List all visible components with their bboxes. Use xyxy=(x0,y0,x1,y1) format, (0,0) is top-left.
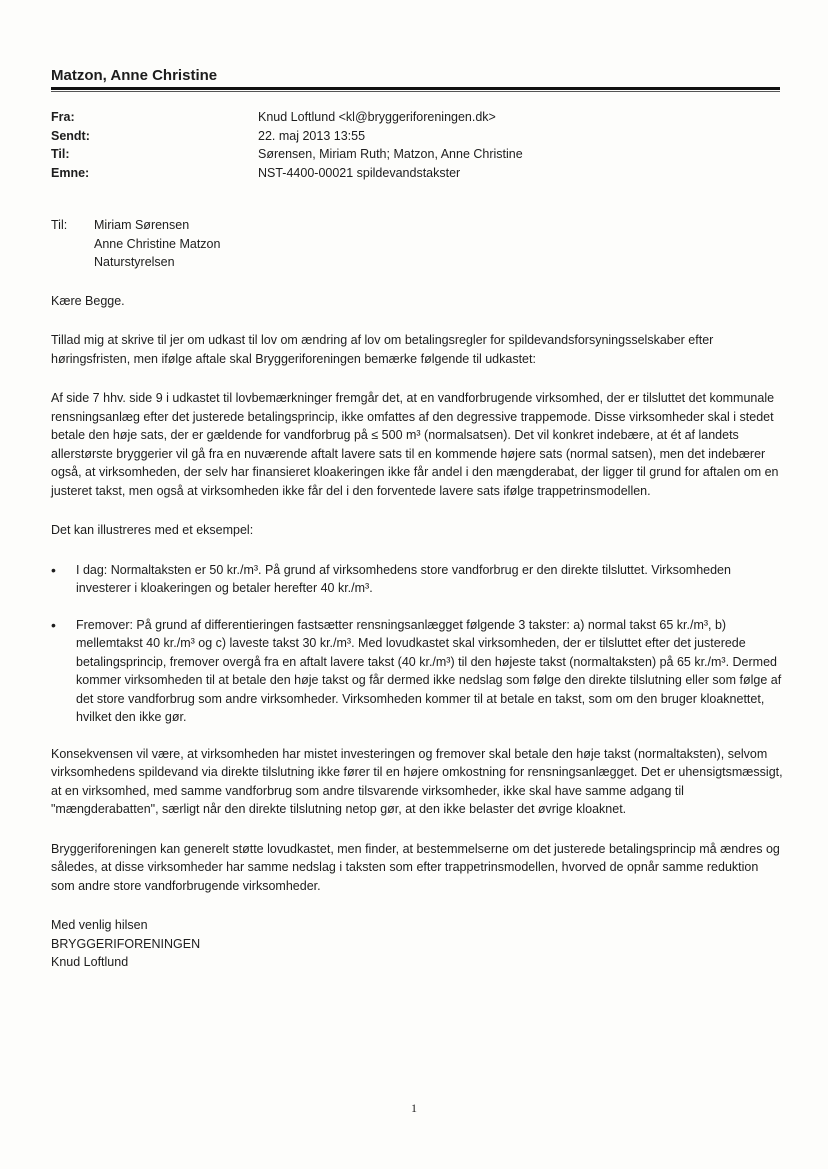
recipient-list xyxy=(94,216,220,272)
list-item-text: Fremover: På grund af differentieringen fastsætter rensningsanlægget følgende 3 takster: a) normal takst 65 kr./m³, b) mellemtakst 40 kr./m³ og c) laveste takst 30 kr./m³. Med lovudkastet skal virksomheden, der er tilsluttet efter det justerede betalingsprincip, fremover overgå fra en aftalt lavere takst (40 kr./m³) til den højeste takst (normaltaksten) på 65 kr./m³. Dermed kommer virksomheden til at betale den høje takst og får dermed ikke nedslag som følge den direkte tilslutning eller som følge af det store vandforbrug som andre virksomheder. Virksomheden kommer til at betale en takst, som om den bruger kloaknettet, hvilket den ikke gør. xyxy=(76,617,782,724)
email-header xyxy=(51,108,523,182)
header-label: Fra: xyxy=(51,110,75,124)
closing-line: Med venlig hilsen xyxy=(51,918,148,932)
paragraph-intro: Tillad mig at skrive til jer om udkast til lov om ændring af lov om betalingsregler for spildevandsforsyningsselskaber efter høringsfristen, men ifølge aftale skal Bryggeriforeningen bemærke følgende til udkastet: xyxy=(51,333,714,366)
bullet-icon: • xyxy=(51,616,56,633)
bullet-icon: • xyxy=(51,561,56,578)
header-value: Knud Loftlund <kl@bryggeriforeningen.dk> xyxy=(258,110,496,124)
header-value: NST-4400-00021 spildevandstakster xyxy=(258,165,461,180)
paragraph-main: Af side 7 hhv. side 9 i udkastet til lovbemærkninger fremgår det, at en vandforbrugende virksomhed, der er tilsluttet det kommunale rensningsanlæg efter det justerede betalingsprincip, ikke omfattes af den degressive trappemode. Disse virksomheder skal i stedet betale den høje sats, der er gældende for vandforbrug på ≤ 500 m³ (normalsatsen). Det vil konkret indebære, at ét af landets allerstørste bryggerier vil gå fra en nuværende aftalt lavere sats til en kommende højere sats (normal satsen), men det indebærer også, at virksomheden, der selv har finansieret kloakeringen ikke får andel i den mængderabat, der ligger til grund for aftalen om en justeret takst, men også at virksomheden ikke får del i den forventede lavere sats ifølge trappetrinsmodellen. xyxy=(51,391,779,498)
greeting: Kære Begge. xyxy=(51,293,125,308)
header-value: 22. maj 2013 13:55 xyxy=(258,128,366,143)
header-label: Sendt: xyxy=(51,128,90,143)
example-list xyxy=(51,561,783,727)
signature-block xyxy=(51,916,783,972)
closing-line: BRYGGERIFORENINGEN xyxy=(51,936,201,951)
title-rule xyxy=(51,87,780,90)
header-label: Til: xyxy=(51,147,70,161)
header-row-subject xyxy=(51,164,523,183)
recipient-line: Naturstyrelsen xyxy=(94,255,175,269)
letter-body xyxy=(51,216,783,972)
list-item xyxy=(51,561,783,598)
page-number: 1 xyxy=(411,1101,417,1115)
list-item xyxy=(51,616,783,727)
recipient-line: Anne Christine Matzon xyxy=(94,236,221,251)
closing-line: Knud Loftlund xyxy=(51,955,129,969)
header-row-sent xyxy=(51,127,523,146)
recipient-line: Miriam Sørensen xyxy=(94,218,190,232)
paragraph-conclusion: Bryggeriforeningen kan generelt støtte lovudkastet, men finder, at bestemmelserne om det justerede betalingsprincip må ændres og således, at disse virksomheder har samme nedslag i taksten som efter trappetrinsmodellen, hvorved de opnår samme reduktion som andre store vandforbrugende virksomheder. xyxy=(51,841,780,893)
header-value: Sørensen, Miriam Ruth; Matzon, Anne Christine xyxy=(258,147,523,161)
recipient-label: Til: xyxy=(51,218,68,232)
title-rule-thin xyxy=(51,91,780,92)
list-item-text: I dag: Normaltaksten er 50 kr./m³. På grund af virksomhedens store vandforbrug er den direkte tilsluttet. Virksomheden investerer i kloakeringen og betaler herefter 40 kr./m³. xyxy=(76,562,731,595)
header-row-from xyxy=(51,108,523,127)
document-title: Matzon, Anne Christine xyxy=(51,67,218,84)
paragraph-consequence: Konsekvensen vil være, at virksomheden har mistet investeringen og fremover skal betale den høje takst (normaltaksten), selvom virksomhedens spildevand via direkte tilslutning ikke fører til en højere omkostning for rensningsanlægget. Det er uhensigtsmæssigt, at en virksomhed, med samme vandforbrug som andre tilsvarende virksomheder, ikke skal have samme adgang til "mængderabatten", særligt når den direkte tilslutning netop gør, at den ikke belaster det øvrige kloaknet. xyxy=(51,746,783,816)
header-label: Emne: xyxy=(51,165,90,180)
header-row-to xyxy=(51,145,523,164)
recipient-block xyxy=(51,216,783,272)
paragraph-example-intro: Det kan illustreres med et eksempel: xyxy=(51,523,254,537)
